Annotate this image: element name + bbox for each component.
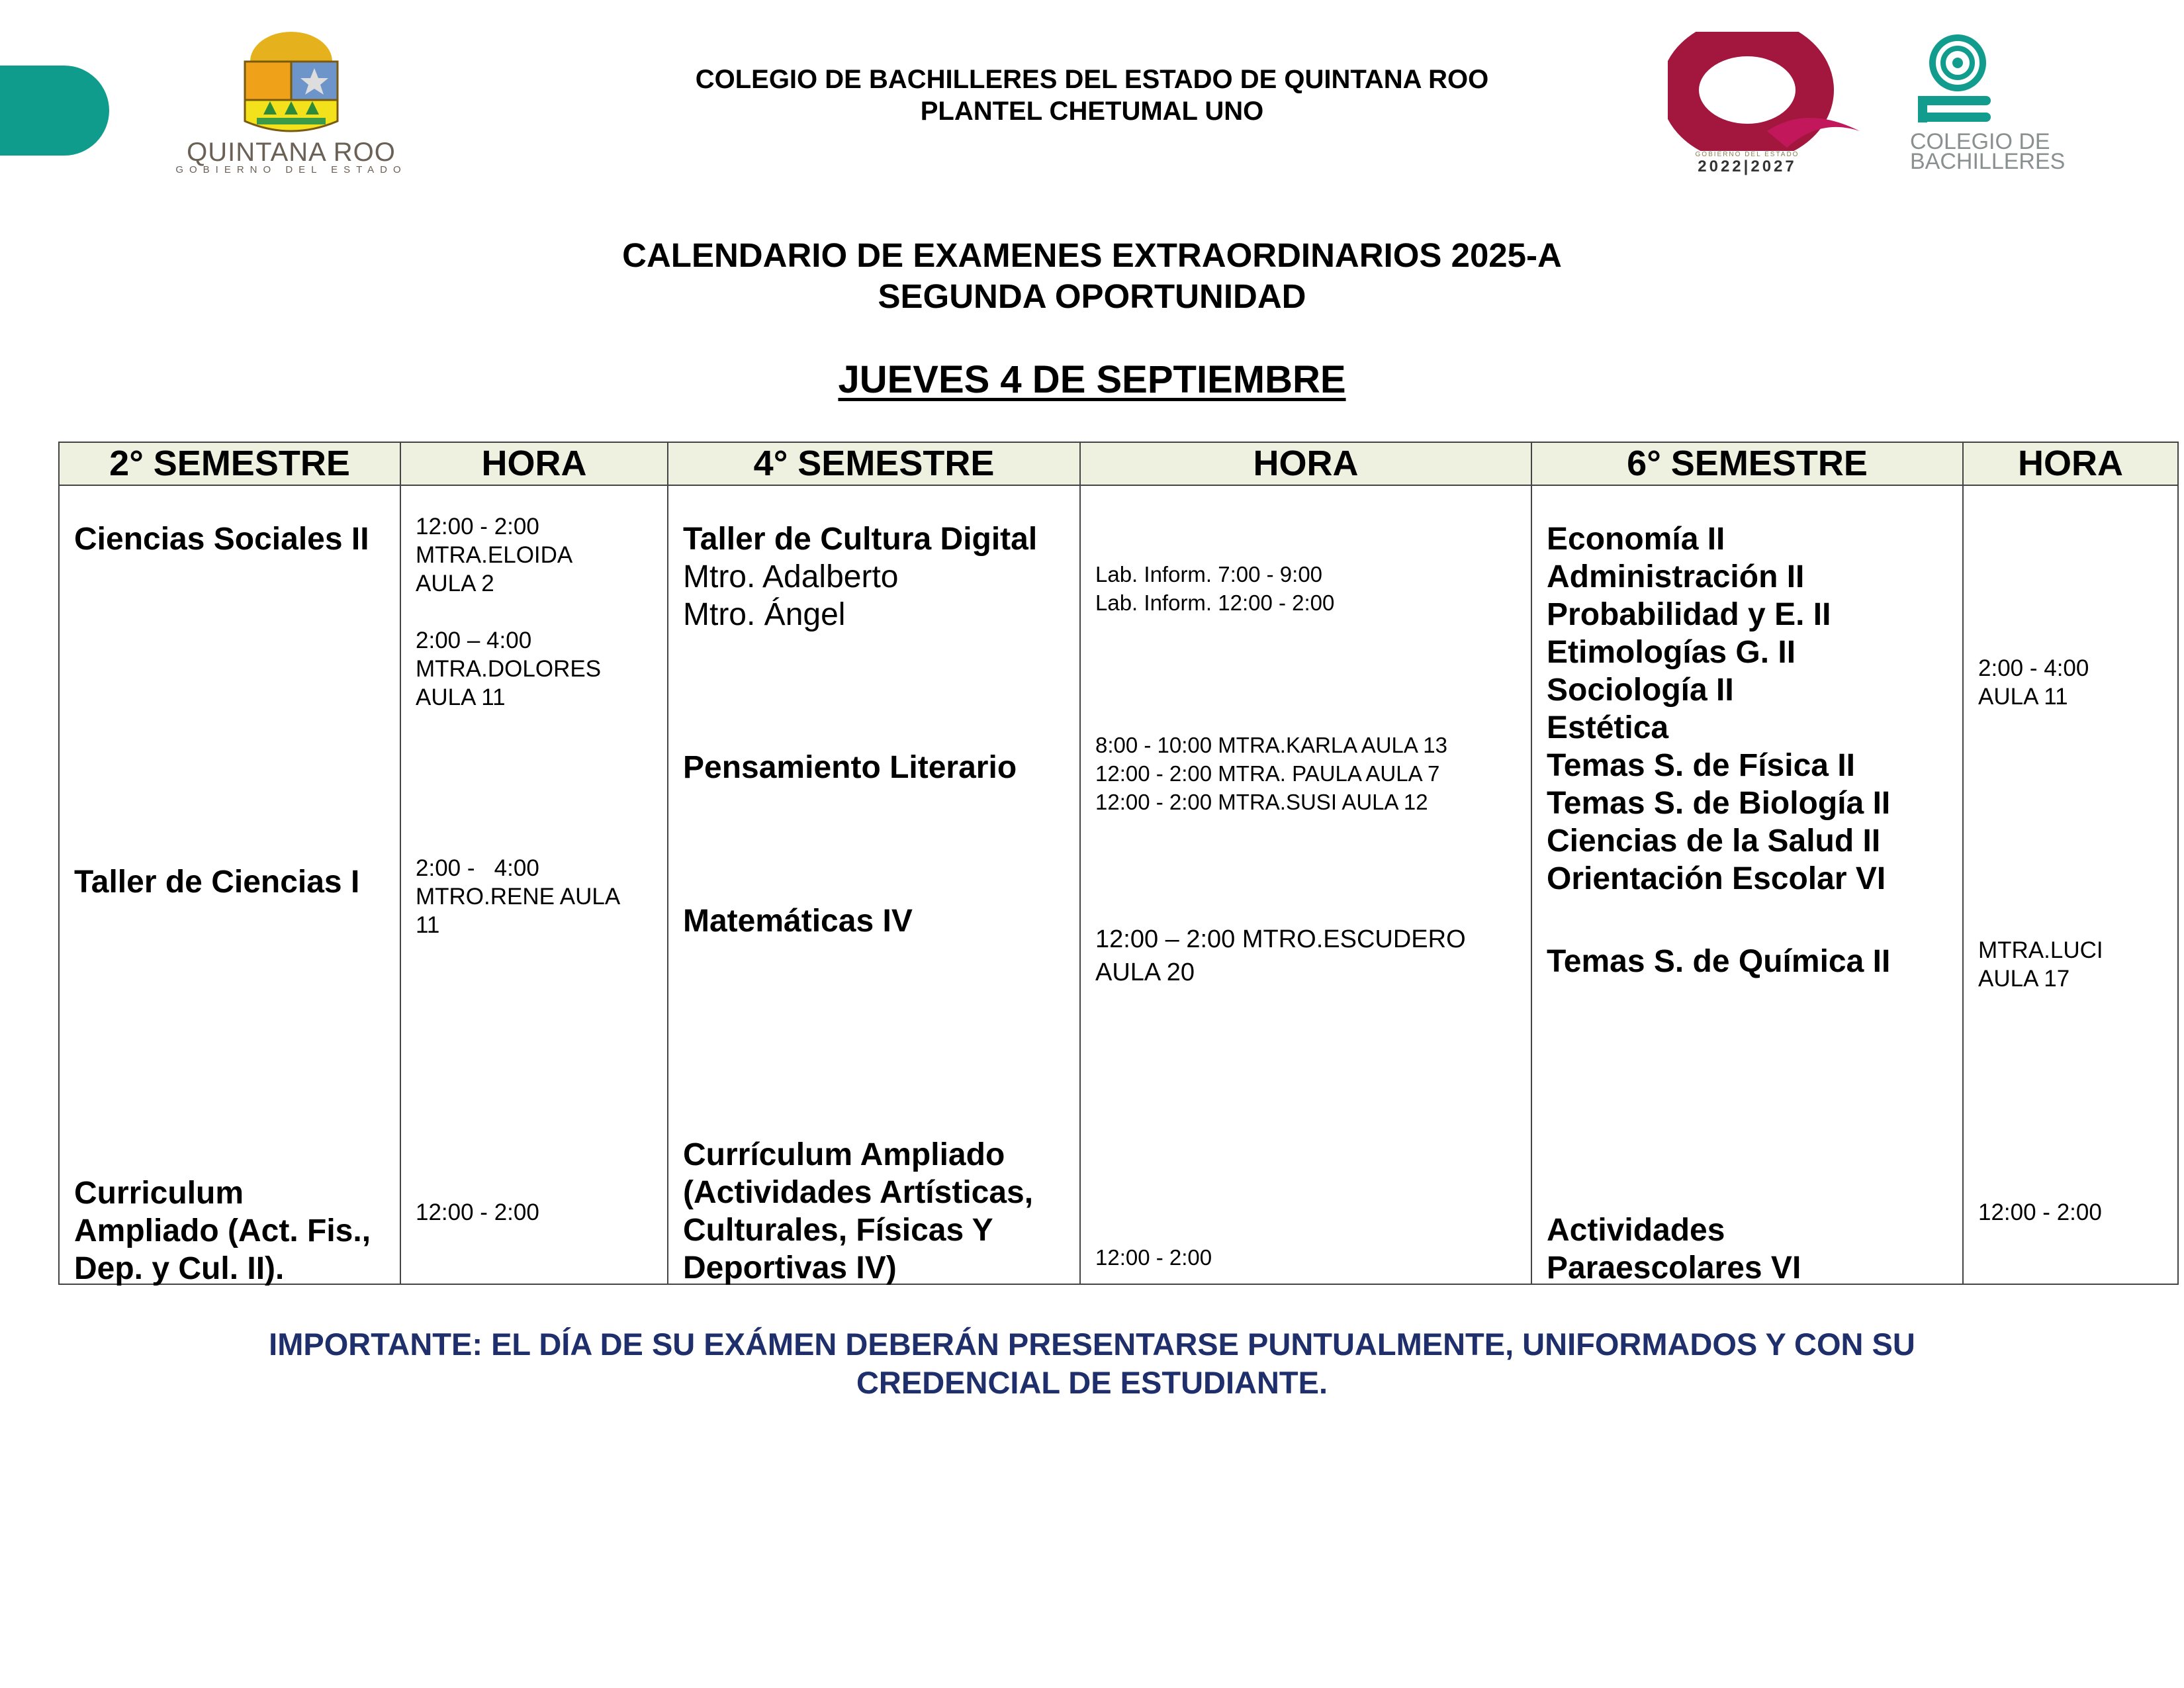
subject-line: Curriculum <box>74 1176 244 1211</box>
table-header-row <box>59 442 2178 485</box>
college-logo-text-2: BACHILLERES <box>1910 149 2066 174</box>
time: Lab. Inform. 7:00 - 9:00 <box>1095 562 1323 586</box>
time: 2:00 – 4:00 <box>416 628 532 653</box>
subject: Matemáticas IV <box>683 904 913 939</box>
teacher: MTRA.LUCI <box>1978 937 2103 963</box>
teacher: Mtro. Adalberto <box>683 559 899 594</box>
cell-hora4 <box>1080 485 1531 1284</box>
time: 8:00 - 10:00 MTRA.KARLA AULA 13 <box>1095 733 1447 757</box>
subject-line: Culturales, Físicas Y <box>683 1213 993 1248</box>
room: AULA 17 <box>1978 966 2070 992</box>
state-sub-logo-text: GOBIERNO DEL ESTADO <box>175 164 407 175</box>
time: 2:00 - 4:00 <box>416 855 539 881</box>
table-row <box>59 485 2178 1284</box>
subject: Taller de Cultura Digital <box>683 522 1038 557</box>
time: 12:00 - 2:00 <box>416 514 539 539</box>
cell-sem4 <box>668 485 1080 1284</box>
header-hora6: HORA <box>1963 442 2178 485</box>
subject: Temas S. de Biología II <box>1547 786 1891 821</box>
time: 12:00 - 2:00 <box>416 1199 539 1225</box>
time: 12:00 - 2:00 <box>1978 1199 2102 1225</box>
teacher: Mtro. Ángel <box>683 597 846 632</box>
time: 12:00 - 2:00 MTRA. PAULA AULA 7 <box>1095 761 1440 786</box>
subject-line: Deportivas IV) <box>683 1250 897 1286</box>
time: 12:00 – 2:00 MTRO.ESCUDERO <box>1095 925 1466 953</box>
room: AULA 20 <box>1095 959 1195 986</box>
header-hora2: HORA <box>400 442 668 485</box>
subject: Ciencias Sociales II <box>74 522 369 557</box>
exam-date: JUEVES 4 DE SEPTIEMBRE <box>838 358 1346 401</box>
subject-line: Dep. y Cul. II). <box>74 1251 285 1286</box>
notice-line-1: IMPORTANTE: EL DÍA DE SU EXÁMEN DEBERÁN PRESENTARSE PUNTUALMENTE, UNIFORMADOS Y CON SU <box>269 1327 1915 1362</box>
subject-line: Currículum Ampliado <box>683 1137 1005 1172</box>
subject: Sociología II <box>1547 673 1734 708</box>
room: AULA 11 <box>1978 684 2068 710</box>
subject-line: Ampliado (Act. Fis., <box>74 1213 371 1248</box>
subject: Temas S. de Química II <box>1547 944 1891 979</box>
subject: Orientación Escolar VI <box>1547 861 1886 896</box>
cell-hora6 <box>1963 485 2178 1284</box>
teacher: MTRA.ELOIDA <box>416 542 573 568</box>
room: 11 <box>416 912 440 938</box>
cell-sem6 <box>1531 485 1963 1284</box>
subject: Ciencias de la Salud II <box>1547 823 1881 859</box>
time: Lab. Inform. 12:00 - 2:00 <box>1095 590 1335 615</box>
exam-schedule-table <box>58 442 2179 1285</box>
teacher: MTRO.RENE AULA <box>416 884 621 910</box>
institution-name: COLEGIO DE BACHILLERES DEL ESTADO DE QUINTANA ROO <box>695 65 1489 94</box>
header-sem2: 2° SEMESTRE <box>59 442 400 485</box>
subject: Pensamiento Literario <box>683 750 1017 785</box>
header-sem4: 4° SEMESTRE <box>668 442 1080 485</box>
teacher: MTRA.DOLORES <box>416 656 602 682</box>
subject: Etimologías G. II <box>1547 635 1796 670</box>
subject-line: Actividades <box>1547 1213 1725 1248</box>
subject-line: (Actividades Artísticas, <box>683 1175 1034 1210</box>
campus-name: PLANTEL CHETUMAL UNO <box>920 97 1264 126</box>
header-hora4: HORA <box>1080 442 1531 485</box>
subject-line: Paraescolares VI <box>1547 1250 1801 1286</box>
time: 12:00 - 2:00 MTRA.SUSI AULA 12 <box>1095 790 1428 814</box>
calendar-title: CALENDARIO DE EXAMENES EXTRAORDINARIOS 2025-A <box>622 236 1562 274</box>
gov-small-text: GOBIERNO DEL ESTADO <box>1695 151 1799 158</box>
cell-sem2 <box>59 485 400 1284</box>
room: AULA 2 <box>416 571 494 596</box>
calendar-subtitle: SEGUNDA OPORTUNIDAD <box>878 277 1306 315</box>
gov-years-text: 2022|2027 <box>1698 158 1797 175</box>
college-logo-text-1: COLEGIO DE <box>1910 129 2050 154</box>
subject: Temas S. de Física II <box>1547 748 1855 783</box>
subject: Economía II <box>1547 522 1725 557</box>
time: 12:00 - 2:00 <box>1095 1245 1212 1270</box>
time: 2:00 - 4:00 <box>1978 655 2089 681</box>
room: AULA 11 <box>416 684 506 710</box>
cell-hora2 <box>400 485 668 1284</box>
subject-list <box>1547 520 1890 898</box>
subject: Probabilidad y E. II <box>1547 597 1831 632</box>
header-sem6: 6° SEMESTRE <box>1531 442 1963 485</box>
notice-line-2: CREDENCIAL DE ESTUDIANTE. <box>856 1365 1328 1400</box>
subject: Taller de Ciencias I <box>74 865 360 900</box>
subject: Estética <box>1547 710 1669 745</box>
state-name-logo-text: QUINTANA ROO <box>187 138 396 167</box>
subject: Administración II <box>1547 559 1805 594</box>
